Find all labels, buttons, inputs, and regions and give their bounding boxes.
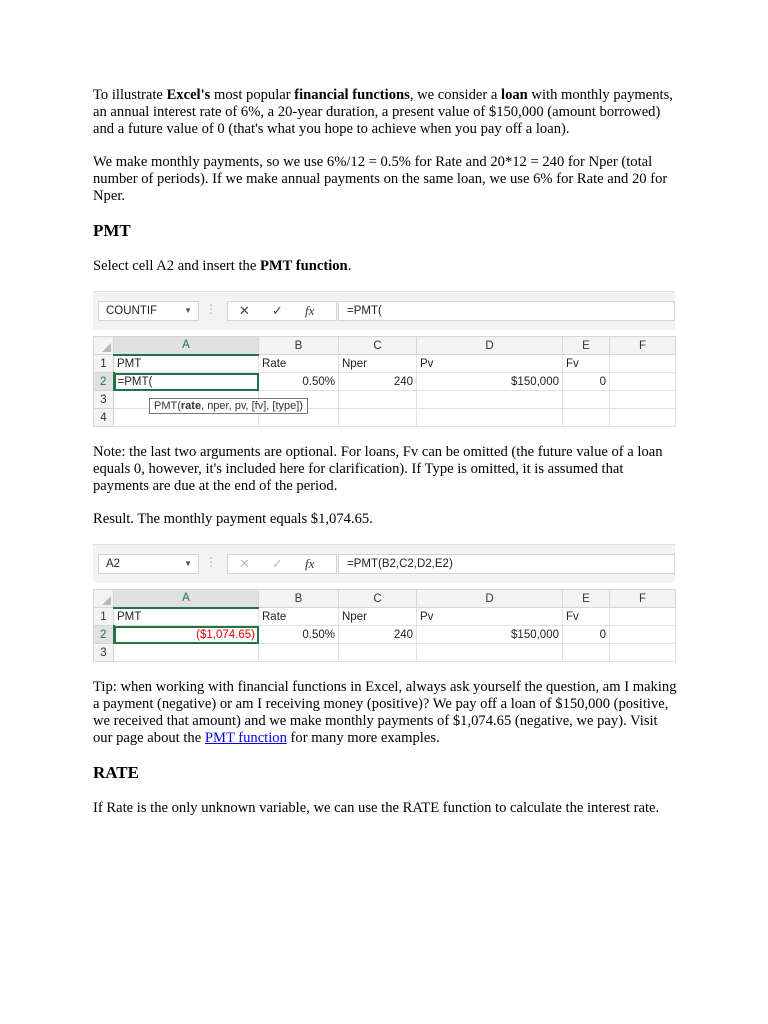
cell-e1[interactable]: Fv bbox=[563, 355, 610, 373]
cell-f2[interactable] bbox=[610, 626, 676, 644]
name-box[interactable] bbox=[98, 301, 199, 321]
excel-screenshot-1 bbox=[93, 291, 675, 427]
chevron-down-icon[interactable]: ▼ bbox=[184, 306, 192, 315]
formula-input[interactable]: =PMT(B2,C2,D2,E2) bbox=[338, 554, 675, 574]
article bbox=[93, 87, 678, 833]
row-header-3[interactable]: 3 bbox=[94, 391, 114, 409]
enter-icon[interactable]: ✓ bbox=[272, 303, 283, 318]
column-header-e[interactable]: E bbox=[563, 590, 610, 608]
cell-a1[interactable]: PMT bbox=[114, 355, 259, 373]
separator-icon: ⋮ bbox=[205, 555, 217, 569]
insert-function-icon[interactable]: fx bbox=[305, 556, 315, 571]
row-header-1[interactable]: 1 bbox=[94, 355, 114, 373]
column-header-f[interactable]: F bbox=[610, 337, 676, 355]
tip-paragraph: Tip: when working with financial functions in Excel, always ask yourself the question, am I making a payment (negative) or am I receiving money (positive)? We pay off a loan of $150,000 (positive, we received that amount) and we make monthly payments of $1,074.65 (negative, we pay). Visit our page about the PMT function for many more examples. bbox=[93, 679, 677, 746]
excel-screenshot-2 bbox=[93, 544, 675, 662]
cell-f3[interactable] bbox=[610, 391, 676, 409]
cell-e3[interactable] bbox=[563, 391, 610, 409]
cell-d4[interactable] bbox=[417, 409, 563, 427]
result-paragraph: Result. The monthly payment equals $1,074.65. bbox=[93, 511, 373, 527]
cell-c2[interactable]: 240 bbox=[339, 373, 417, 391]
column-header-d[interactable]: D bbox=[417, 337, 563, 355]
row-header-2[interactable]: 2 bbox=[94, 373, 114, 391]
column-header-a[interactable]: A bbox=[114, 590, 259, 608]
row-header-2[interactable]: 2 bbox=[94, 626, 114, 644]
cell-e4[interactable] bbox=[563, 409, 610, 427]
cell-f4[interactable] bbox=[610, 409, 676, 427]
formula-bar bbox=[93, 544, 675, 583]
enter-icon[interactable]: ✓ bbox=[272, 556, 283, 571]
pmt-instruction: Select cell A2 and insert the PMT function. bbox=[93, 258, 352, 274]
cell-d3[interactable] bbox=[417, 644, 563, 662]
cell-d1[interactable]: Pv bbox=[417, 355, 563, 373]
select-all-corner[interactable] bbox=[94, 590, 114, 608]
cell-c3[interactable] bbox=[339, 391, 417, 409]
separator-icon: ⋮ bbox=[205, 302, 217, 316]
cell-e3[interactable] bbox=[563, 644, 610, 662]
formula-bar bbox=[93, 291, 675, 330]
cell-f1[interactable] bbox=[610, 608, 676, 626]
cell-c3[interactable] bbox=[339, 644, 417, 662]
chevron-down-icon[interactable]: ▼ bbox=[184, 559, 192, 568]
column-header-a[interactable]: A bbox=[114, 337, 259, 355]
row-header-4[interactable]: 4 bbox=[94, 409, 114, 427]
column-header-f[interactable]: F bbox=[610, 590, 676, 608]
cell-b2[interactable]: 0.50% bbox=[259, 626, 339, 644]
formula-input[interactable]: =PMT( bbox=[338, 301, 675, 321]
column-header-c[interactable]: C bbox=[339, 590, 417, 608]
pmt-heading: PMT bbox=[93, 221, 131, 240]
rate-heading: RATE bbox=[93, 763, 139, 782]
cell-a1[interactable]: PMT bbox=[114, 608, 259, 626]
cell-e2[interactable]: 0 bbox=[563, 626, 610, 644]
row-header-1[interactable]: 1 bbox=[94, 608, 114, 626]
cell-d2[interactable]: $150,000 bbox=[417, 373, 563, 391]
cell-b3[interactable] bbox=[259, 644, 339, 662]
cancel-icon[interactable]: ✕ bbox=[239, 556, 250, 571]
select-all-corner[interactable] bbox=[94, 337, 114, 355]
formula-buttons bbox=[227, 301, 337, 321]
note-paragraph: Note: the last two arguments are optional. For loans, Fv can be omitted (the future value of a loan equals 0, however, it's included here for clarification). If Type is omitted, it is assumed that payments are due at the end of the period. bbox=[93, 444, 663, 494]
cell-c1[interactable]: Nper bbox=[339, 608, 417, 626]
function-tooltip: PMT(rate, nper, pv, [fv], [type]) bbox=[149, 398, 308, 414]
spreadsheet-grid bbox=[93, 589, 676, 662]
pmt-function-link[interactable]: PMT function bbox=[204, 730, 287, 746]
cell-f1[interactable] bbox=[610, 355, 676, 373]
intro-paragraph-1: To illustrate Excel's most popular financial functions, we consider a loan with monthly payments, an annual interest rate of 6%, a 20-year duration, a present value of $150,000 (amount borrowed) and a future value of 0 (that's what you hope to achieve when you pay off a loan). bbox=[93, 87, 673, 137]
cell-b1[interactable]: Rate bbox=[259, 608, 339, 626]
cell-c1[interactable]: Nper bbox=[339, 355, 417, 373]
cell-e2[interactable]: 0 bbox=[563, 373, 610, 391]
cell-b1[interactable]: Rate bbox=[259, 355, 339, 373]
cell-c4[interactable] bbox=[339, 409, 417, 427]
cell-a2[interactable]: =PMT( bbox=[114, 373, 259, 391]
cell-d2[interactable]: $150,000 bbox=[417, 626, 563, 644]
cell-a2[interactable]: ($1,074.65) bbox=[114, 626, 259, 644]
column-header-e[interactable]: E bbox=[563, 337, 610, 355]
name-box[interactable] bbox=[98, 554, 199, 574]
cell-e1[interactable]: Fv bbox=[563, 608, 610, 626]
name-box-value: A2 bbox=[106, 558, 121, 570]
cell-f3[interactable] bbox=[610, 644, 676, 662]
cell-d1[interactable]: Pv bbox=[417, 608, 563, 626]
formula-buttons bbox=[227, 554, 337, 574]
cell-f2[interactable] bbox=[610, 373, 676, 391]
column-header-d[interactable]: D bbox=[417, 590, 563, 608]
cell-b2[interactable]: 0.50% bbox=[259, 373, 339, 391]
rate-paragraph: If Rate is the only unknown variable, we can use the RATE function to calculate the interest rate. bbox=[93, 800, 660, 816]
cancel-icon[interactable]: ✕ bbox=[239, 303, 250, 318]
intro-paragraph-2: We make monthly payments, so we use 6%/12 = 0.5% for Rate and 20*12 = 240 for Nper (total number of periods). If we make annual payments on the same loan, we use 6% for Rate and 20 for Nper. bbox=[93, 154, 668, 204]
column-header-b[interactable]: B bbox=[259, 590, 339, 608]
column-header-b[interactable]: B bbox=[259, 337, 339, 355]
row-header-3[interactable]: 3 bbox=[94, 644, 114, 662]
cell-c2[interactable]: 240 bbox=[339, 626, 417, 644]
insert-function-icon[interactable]: fx bbox=[305, 303, 315, 318]
cell-d3[interactable] bbox=[417, 391, 563, 409]
name-box-value: COUNTIF bbox=[106, 305, 158, 317]
cell-a3[interactable] bbox=[114, 644, 259, 662]
column-header-c[interactable]: C bbox=[339, 337, 417, 355]
